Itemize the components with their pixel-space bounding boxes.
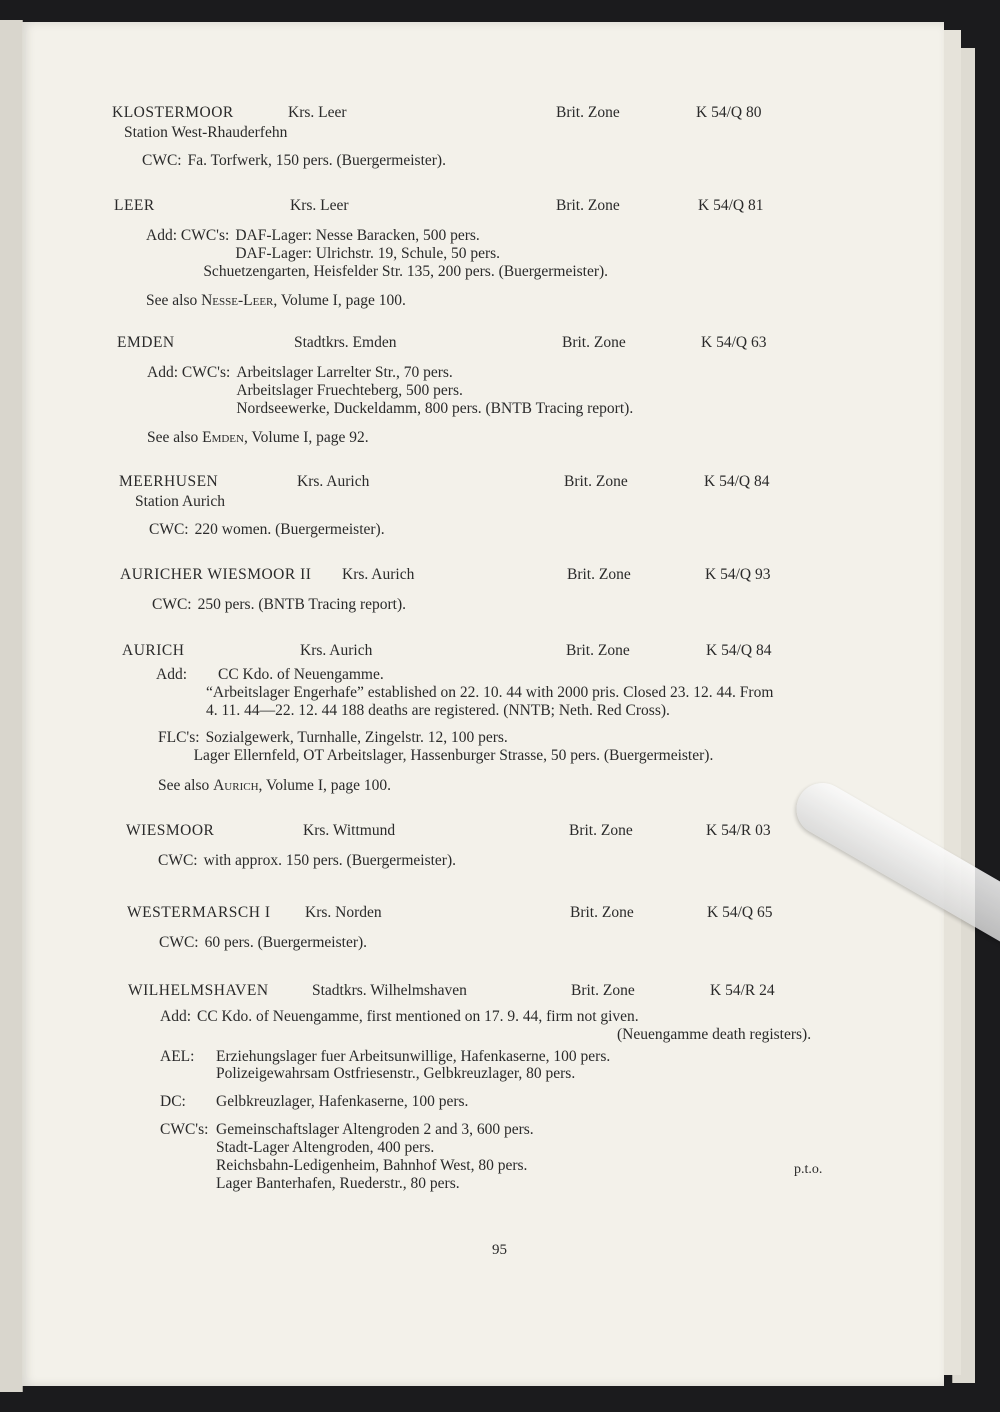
group-line: 250 pers. (BNTB Tracing report). (197, 596, 406, 613)
map-reference: K 54/Q 84 (706, 642, 772, 659)
group-label: Add: (156, 666, 187, 683)
see-also (114, 292, 794, 310)
facing-page-edge (0, 20, 23, 1392)
group-line: Stadt-Lager Altengroden, 400 pers. (216, 1138, 435, 1156)
group-label: DC: (160, 1093, 186, 1111)
district: Stadtkrs. Emden (294, 334, 397, 351)
group-line: CC Kdo. of Neuengamme. (218, 666, 384, 683)
station: Station West-Rhauderfehn (124, 124, 288, 141)
group-line: CC Kdo. of Neuengamme, first mentioned on 17. 9. 44, firm not given. (197, 1008, 639, 1025)
pto-note: p.t.o. (794, 1162, 823, 1177)
zone: Brit. Zone (569, 822, 633, 839)
map-reference: K 54/Q 93 (705, 566, 771, 583)
group-line: Erziehungslager fuer Arbeitsunwillige, Hafenkaserne, 100 pers. (216, 1047, 611, 1065)
place-name: WESTERMARSCH I (127, 904, 271, 921)
zone: Brit. Zone (570, 904, 634, 921)
group-line: Lager Ellernfeld, OT Arbeitslager, Hassenburger Strasse, 50 pers. (Buergermeister). (193, 747, 714, 765)
group-label: CWC: (149, 520, 189, 538)
zone: Brit. Zone (564, 473, 628, 490)
group-label: CWC: (152, 596, 192, 613)
zone: Brit. Zone (562, 334, 626, 351)
group-line: (Neuengamme death registers). (617, 1025, 812, 1043)
zone: Brit. Zone (566, 642, 630, 659)
see-also-volume: , Volume I, page 100. (273, 292, 406, 310)
district: Krs. Leer (288, 104, 347, 121)
entry-auricher-wiesmoor-ii (120, 566, 800, 614)
map-reference: K 54/Q 63 (701, 334, 767, 351)
district: Krs. Aurich (342, 566, 415, 583)
group-label: CWC: (158, 852, 198, 869)
group-line: DAF-Lager: Ulrichstr. 19, Schule, 50 pers. (235, 244, 501, 262)
see-also-prefix: See also (146, 292, 198, 310)
group-line: Sozialgewerk, Turnhalle, Zingelstr. 12, 100 pers. (205, 729, 508, 747)
zone: Brit. Zone (556, 104, 620, 121)
zone: Brit. Zone (567, 566, 631, 583)
book-page (22, 22, 944, 1386)
district: Krs. Aurich (300, 642, 373, 659)
place-name: EMDEN (117, 334, 175, 351)
map-reference: K 54/R 03 (706, 822, 771, 839)
group-line: Reichsbahn-Ledigenheim, Bahnhof West, 80 pers. (216, 1156, 528, 1174)
group-line: Nordseewerke, Duckeldamm, 800 pers. (BNTB Tracing report). (236, 399, 634, 417)
group-label: CWC: (159, 934, 199, 951)
district: Krs. Leer (290, 197, 349, 214)
group-label: CWC: (142, 151, 182, 169)
group-label: AEL: (160, 1047, 195, 1065)
group-line: 60 pers. (Buergermeister). (204, 934, 368, 951)
entry-leer (114, 197, 794, 310)
group-line: 220 women. (Buergermeister). (194, 520, 385, 538)
group-line: 4. 11. 44—22. 12. 44 188 deaths are registered. (NNTB; Neth. Red Cross). (206, 701, 670, 719)
group-line: Polizeigewahrsam Ostfriesenstr., Gelbkreuzlager, 80 pers. (216, 1065, 576, 1083)
entry-wiesmoor (126, 822, 806, 870)
see-also-volume: , Volume I, page 92. (243, 429, 369, 447)
group-line: Gemeinschaftslager Altengroden 2 and 3, 600 pers. (216, 1121, 534, 1139)
station: Station Aurich (135, 493, 225, 510)
see-also-place: Emden (202, 429, 244, 447)
see-also-prefix: See also (147, 429, 199, 447)
map-reference: K 54/Q 81 (698, 197, 764, 214)
group-line: Arbeitslager Larrelter Str., 70 pers. (236, 364, 453, 381)
group-line: with approx. 150 pers. (Buergermeister). (203, 852, 457, 869)
map-reference: K 54/Q 65 (707, 904, 773, 921)
see-also-place: Nesse-Leer (201, 292, 274, 310)
zone: Brit. Zone (571, 982, 635, 999)
place-name: MEERHUSEN (119, 473, 219, 490)
group-line: “Arbeitslager Engerhafe” established on 22. 10. 44 with 2000 pris. Closed 23. 12. 44. From (206, 683, 774, 701)
page-number: 95 (492, 1242, 507, 1258)
group-line: DAF-Lager: Nesse Baracken, 500 pers. (235, 227, 480, 244)
district: Krs. Aurich (297, 473, 370, 490)
place-name: LEER (114, 197, 155, 214)
group-line: Gelbkreuzlager, Hafenkaserne, 100 pers. (216, 1093, 469, 1111)
see-also (117, 429, 797, 447)
entry-meerhusen (119, 473, 799, 539)
place-name: AURICHER WIESMOOR II (120, 566, 312, 583)
map-reference: K 54/R 24 (710, 982, 775, 999)
see-also-place: Aurich (213, 777, 259, 795)
place-name: WIESMOOR (126, 822, 215, 839)
zone: Brit. Zone (556, 197, 620, 214)
group-label: Add: (160, 1008, 191, 1025)
group-line: Arbeitslager Fruechteberg, 500 pers. (236, 381, 463, 399)
entry-emden (117, 334, 797, 447)
district: Stadtkrs. Wilhelmshaven (312, 982, 467, 999)
place-name: KLOSTERMOOR (112, 104, 234, 121)
group-line: Fa. Torfwerk, 150 pers. (Buergermeister). (187, 151, 446, 169)
map-reference: K 54/Q 84 (704, 473, 770, 490)
see-also-prefix: See also (158, 777, 210, 795)
group-label: FLC's: (158, 729, 200, 747)
entry-wilhelmshaven (128, 982, 858, 1192)
district: Krs. Norden (305, 904, 382, 921)
group-label: Add: CWC's: (147, 364, 231, 381)
group-line: Lager Banterhafen, Ruederstr., 80 pers. (216, 1174, 460, 1192)
map-reference: K 54/Q 80 (696, 104, 762, 121)
place-name: WILHELMSHAVEN (128, 982, 269, 999)
entry-klostermoor (112, 104, 792, 170)
group-label: Add: CWC's: (146, 227, 230, 244)
entry-westermarsch-i (127, 904, 807, 952)
district: Krs. Wittmund (303, 822, 396, 839)
see-also-volume: , Volume I, page 100. (258, 777, 391, 795)
place-name: AURICH (122, 642, 185, 659)
group-label: CWC's: (160, 1121, 209, 1139)
entry-aurich (122, 642, 862, 795)
see-also (122, 777, 862, 795)
group-line: Schuetzengarten, Heisfelder Str. 135, 200 pers. (Buergermeister). (203, 262, 609, 280)
